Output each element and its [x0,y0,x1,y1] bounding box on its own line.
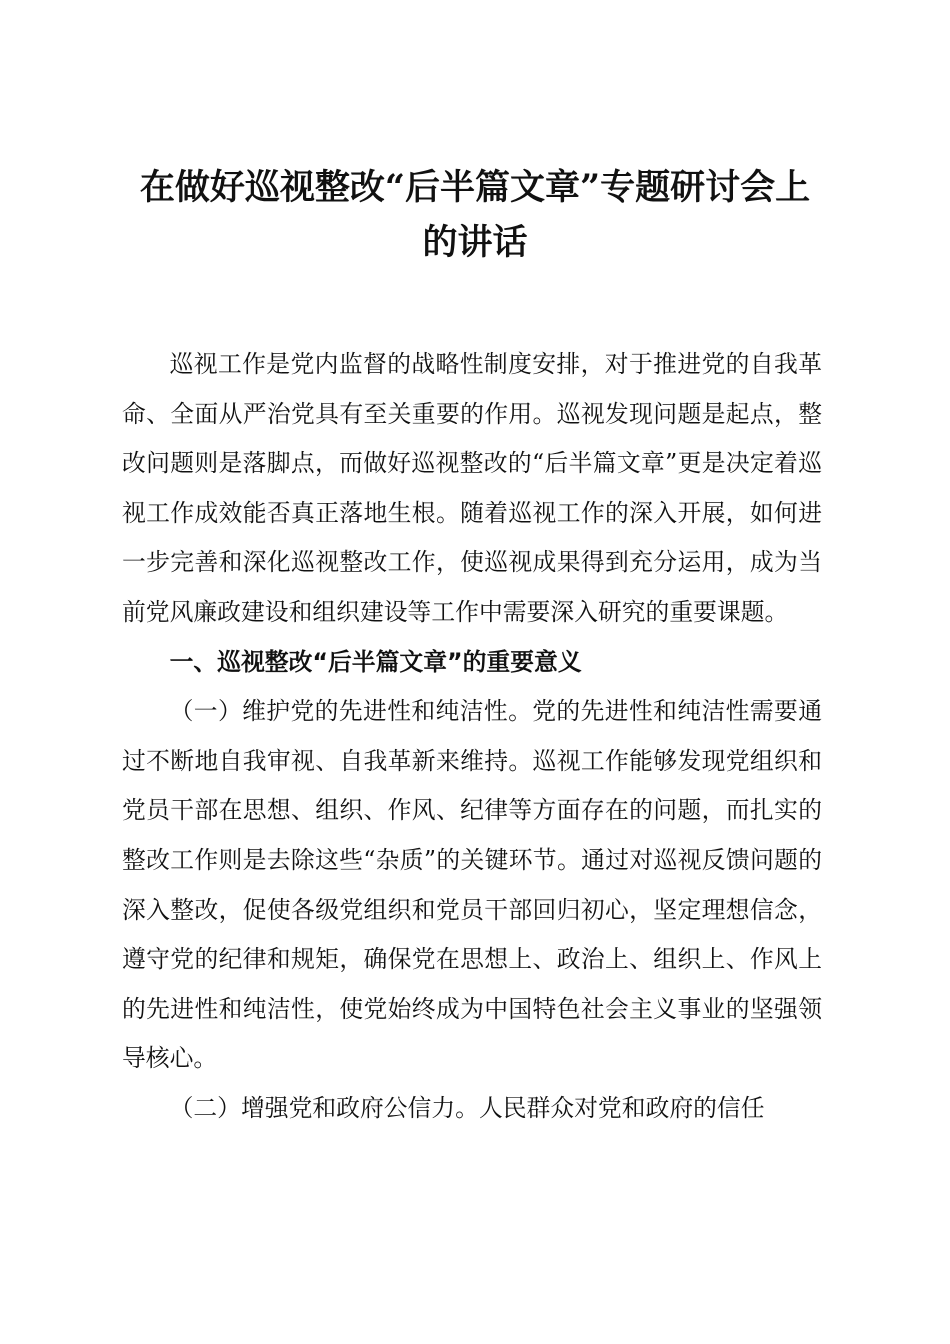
subsection-paragraph-2: （二）增强党和政府公信力。人民群众对党和政府的信任 [169,1093,765,1122]
title-line-2: 的讲话 [422,222,528,263]
document-title [110,160,840,270]
intro-paragraph: 巡视工作是党内监督的战略性制度安排，对于推进党的自我革命、全面从严治党具有至关重要的作用。巡视发现问题是起点，整改问题则是落脚点，而做好巡视整改的“后半篇文章”更是决定着巡视工作成效能否真正落地生根。随着巡视工作的深入开展，如何进一步完善和深化巡视整改工作，使巡视成果得到充分运用，成为当前党风廉政建设和组织建设等工作中需要深入研究的重要课题。 [122,350,822,626]
section-heading: 一、巡视整改“后半篇文章”的重要意义 [169,647,582,676]
title-line-1: 在做好巡视整改“后半篇文章”专题研讨会上 [139,167,811,208]
document-body [122,340,822,1134]
subsection-paragraph-1: （一）维护党的先进性和纯洁性。党的先进性和纯洁性需要通过不断地自我审视、自我革新来维持。巡视工作能够发现党组织和党员干部在思想、组织、作风、纪律等方面存在的问题，而扎实的整改工作则是去除这些“杂质”的关键环节。通过对巡视反馈问题的深入整改，促使各级党组织和党员干部回归初心，坚定理想信念，遵守党的纪律和规矩，确保党在思想上、政治上、组织上、作风上的先进性和纯洁性，使党始终成为中国特色社会主义事业的坚强领导核心。 [122,697,822,1073]
